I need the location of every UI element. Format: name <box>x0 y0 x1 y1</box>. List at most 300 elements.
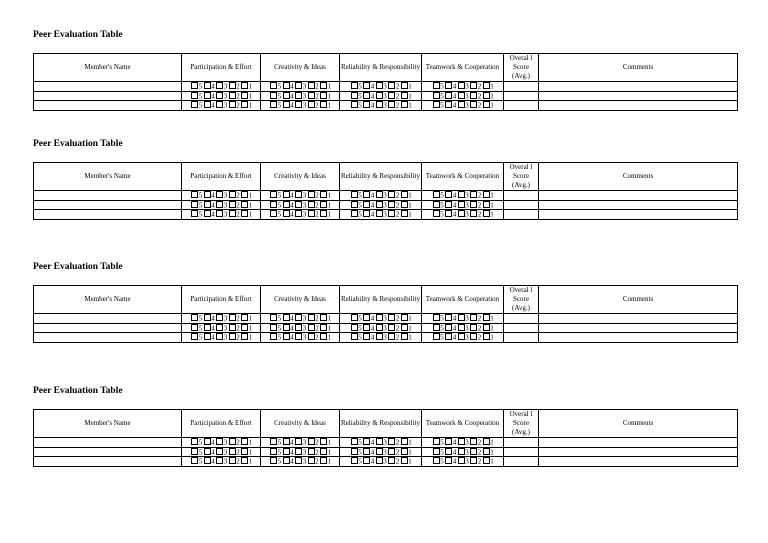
rating-checkbox[interactable] <box>283 333 290 340</box>
rating-checkbox[interactable] <box>320 457 327 464</box>
rating-checkbox[interactable] <box>270 438 277 445</box>
rating-checkbox[interactable] <box>216 191 223 198</box>
rating-checkbox[interactable] <box>216 82 223 89</box>
rating-checkbox[interactable] <box>229 210 236 217</box>
rating-checkbox[interactable] <box>204 101 211 108</box>
teamwork-rating-cell[interactable] <box>422 91 504 101</box>
rating-checkbox[interactable] <box>351 438 358 445</box>
rating-checkbox[interactable] <box>191 92 198 99</box>
rating-checkbox[interactable] <box>241 92 248 99</box>
rating-checkbox[interactable] <box>401 438 408 445</box>
reliability-rating-cell[interactable] <box>340 82 422 92</box>
rating-checkbox[interactable] <box>204 457 211 464</box>
rating-checkbox[interactable] <box>241 210 248 217</box>
comments-cell[interactable] <box>539 191 738 201</box>
rating-checkbox[interactable] <box>470 191 477 198</box>
rating-checkbox[interactable] <box>433 82 440 89</box>
rating-checkbox[interactable] <box>363 191 370 198</box>
member-name-cell[interactable] <box>34 101 182 111</box>
participation-rating-cell[interactable] <box>182 314 261 324</box>
creativity-rating-cell[interactable] <box>261 323 340 333</box>
rating-checkbox[interactable] <box>483 457 490 464</box>
rating-checkbox[interactable] <box>351 101 358 108</box>
rating-checkbox[interactable] <box>433 448 440 455</box>
rating-checkbox[interactable] <box>376 324 383 331</box>
comments-cell[interactable] <box>539 210 738 220</box>
rating-checkbox[interactable] <box>458 201 465 208</box>
rating-checkbox[interactable] <box>458 438 465 445</box>
overall-score-cell[interactable] <box>504 438 539 448</box>
rating-checkbox[interactable] <box>470 101 477 108</box>
reliability-rating-cell[interactable] <box>340 191 422 201</box>
rating-checkbox[interactable] <box>204 210 211 217</box>
rating-checkbox[interactable] <box>445 92 452 99</box>
rating-checkbox[interactable] <box>283 448 290 455</box>
rating-checkbox[interactable] <box>470 448 477 455</box>
rating-checkbox[interactable] <box>295 191 302 198</box>
rating-checkbox[interactable] <box>191 314 198 321</box>
participation-rating-cell[interactable] <box>182 457 261 467</box>
reliability-rating-cell[interactable] <box>340 210 422 220</box>
member-name-cell[interactable] <box>34 323 182 333</box>
rating-checkbox[interactable] <box>191 448 198 455</box>
rating-checkbox[interactable] <box>483 191 490 198</box>
rating-checkbox[interactable] <box>401 101 408 108</box>
member-name-cell[interactable] <box>34 457 182 467</box>
member-name-cell[interactable] <box>34 91 182 101</box>
rating-checkbox[interactable] <box>458 92 465 99</box>
rating-checkbox[interactable] <box>388 333 395 340</box>
rating-checkbox[interactable] <box>283 201 290 208</box>
rating-checkbox[interactable] <box>191 457 198 464</box>
rating-checkbox[interactable] <box>204 82 211 89</box>
rating-checkbox[interactable] <box>216 333 223 340</box>
rating-checkbox[interactable] <box>401 191 408 198</box>
rating-checkbox[interactable] <box>445 438 452 445</box>
reliability-rating-cell[interactable] <box>340 101 422 111</box>
rating-checkbox[interactable] <box>229 101 236 108</box>
rating-checkbox[interactable] <box>295 314 302 321</box>
rating-checkbox[interactable] <box>483 324 490 331</box>
rating-checkbox[interactable] <box>270 333 277 340</box>
rating-checkbox[interactable] <box>363 92 370 99</box>
rating-checkbox[interactable] <box>351 210 358 217</box>
rating-checkbox[interactable] <box>433 92 440 99</box>
rating-checkbox[interactable] <box>388 314 395 321</box>
teamwork-rating-cell[interactable] <box>422 101 504 111</box>
rating-checkbox[interactable] <box>229 201 236 208</box>
teamwork-rating-cell[interactable] <box>422 314 504 324</box>
rating-checkbox[interactable] <box>308 201 315 208</box>
rating-checkbox[interactable] <box>191 191 198 198</box>
rating-checkbox[interactable] <box>270 92 277 99</box>
rating-checkbox[interactable] <box>433 191 440 198</box>
rating-checkbox[interactable] <box>308 324 315 331</box>
rating-checkbox[interactable] <box>295 457 302 464</box>
rating-checkbox[interactable] <box>204 201 211 208</box>
rating-checkbox[interactable] <box>270 101 277 108</box>
rating-checkbox[interactable] <box>363 438 370 445</box>
rating-checkbox[interactable] <box>388 210 395 217</box>
rating-checkbox[interactable] <box>308 314 315 321</box>
rating-checkbox[interactable] <box>445 448 452 455</box>
member-name-cell[interactable] <box>34 200 182 210</box>
reliability-rating-cell[interactable] <box>340 333 422 343</box>
rating-checkbox[interactable] <box>388 92 395 99</box>
rating-checkbox[interactable] <box>363 324 370 331</box>
rating-checkbox[interactable] <box>470 210 477 217</box>
rating-checkbox[interactable] <box>458 191 465 198</box>
rating-checkbox[interactable] <box>376 201 383 208</box>
rating-checkbox[interactable] <box>376 92 383 99</box>
rating-checkbox[interactable] <box>270 201 277 208</box>
rating-checkbox[interactable] <box>283 92 290 99</box>
rating-checkbox[interactable] <box>320 201 327 208</box>
rating-checkbox[interactable] <box>376 438 383 445</box>
rating-checkbox[interactable] <box>320 324 327 331</box>
rating-checkbox[interactable] <box>433 333 440 340</box>
rating-checkbox[interactable] <box>401 333 408 340</box>
rating-checkbox[interactable] <box>320 92 327 99</box>
rating-checkbox[interactable] <box>388 448 395 455</box>
rating-checkbox[interactable] <box>216 101 223 108</box>
teamwork-rating-cell[interactable] <box>422 191 504 201</box>
rating-checkbox[interactable] <box>458 314 465 321</box>
rating-checkbox[interactable] <box>445 191 452 198</box>
reliability-rating-cell[interactable] <box>340 323 422 333</box>
rating-checkbox[interactable] <box>458 82 465 89</box>
rating-checkbox[interactable] <box>445 324 452 331</box>
rating-checkbox[interactable] <box>470 438 477 445</box>
rating-checkbox[interactable] <box>376 210 383 217</box>
rating-checkbox[interactable] <box>191 82 198 89</box>
creativity-rating-cell[interactable] <box>261 210 340 220</box>
rating-checkbox[interactable] <box>191 438 198 445</box>
rating-checkbox[interactable] <box>351 314 358 321</box>
teamwork-rating-cell[interactable] <box>422 438 504 448</box>
rating-checkbox[interactable] <box>483 92 490 99</box>
rating-checkbox[interactable] <box>388 191 395 198</box>
rating-checkbox[interactable] <box>308 333 315 340</box>
overall-score-cell[interactable] <box>504 101 539 111</box>
rating-checkbox[interactable] <box>376 457 383 464</box>
rating-checkbox[interactable] <box>191 333 198 340</box>
rating-checkbox[interactable] <box>320 333 327 340</box>
rating-checkbox[interactable] <box>229 324 236 331</box>
participation-rating-cell[interactable] <box>182 200 261 210</box>
rating-checkbox[interactable] <box>229 457 236 464</box>
overall-score-cell[interactable] <box>504 323 539 333</box>
rating-checkbox[interactable] <box>458 448 465 455</box>
rating-checkbox[interactable] <box>270 457 277 464</box>
reliability-rating-cell[interactable] <box>340 447 422 457</box>
rating-checkbox[interactable] <box>351 201 358 208</box>
rating-checkbox[interactable] <box>376 448 383 455</box>
overall-score-cell[interactable] <box>504 447 539 457</box>
comments-cell[interactable] <box>539 457 738 467</box>
overall-score-cell[interactable] <box>504 210 539 220</box>
rating-checkbox[interactable] <box>204 333 211 340</box>
rating-checkbox[interactable] <box>458 101 465 108</box>
rating-checkbox[interactable] <box>216 324 223 331</box>
rating-checkbox[interactable] <box>241 191 248 198</box>
rating-checkbox[interactable] <box>470 92 477 99</box>
teamwork-rating-cell[interactable] <box>422 323 504 333</box>
rating-checkbox[interactable] <box>363 82 370 89</box>
rating-checkbox[interactable] <box>433 438 440 445</box>
rating-checkbox[interactable] <box>363 333 370 340</box>
rating-checkbox[interactable] <box>351 92 358 99</box>
rating-checkbox[interactable] <box>308 457 315 464</box>
creativity-rating-cell[interactable] <box>261 200 340 210</box>
rating-checkbox[interactable] <box>470 201 477 208</box>
participation-rating-cell[interactable] <box>182 82 261 92</box>
rating-checkbox[interactable] <box>483 314 490 321</box>
rating-checkbox[interactable] <box>363 210 370 217</box>
creativity-rating-cell[interactable] <box>261 447 340 457</box>
rating-checkbox[interactable] <box>363 201 370 208</box>
rating-checkbox[interactable] <box>445 314 452 321</box>
rating-checkbox[interactable] <box>388 438 395 445</box>
rating-checkbox[interactable] <box>320 101 327 108</box>
participation-rating-cell[interactable] <box>182 323 261 333</box>
rating-checkbox[interactable] <box>376 82 383 89</box>
rating-checkbox[interactable] <box>445 101 452 108</box>
rating-checkbox[interactable] <box>308 448 315 455</box>
rating-checkbox[interactable] <box>216 314 223 321</box>
rating-checkbox[interactable] <box>204 448 211 455</box>
comments-cell[interactable] <box>539 101 738 111</box>
rating-checkbox[interactable] <box>483 82 490 89</box>
overall-score-cell[interactable] <box>504 457 539 467</box>
member-name-cell[interactable] <box>34 314 182 324</box>
rating-checkbox[interactable] <box>295 324 302 331</box>
rating-checkbox[interactable] <box>433 210 440 217</box>
rating-checkbox[interactable] <box>363 457 370 464</box>
rating-checkbox[interactable] <box>320 448 327 455</box>
rating-checkbox[interactable] <box>283 324 290 331</box>
rating-checkbox[interactable] <box>351 82 358 89</box>
rating-checkbox[interactable] <box>308 438 315 445</box>
rating-checkbox[interactable] <box>401 448 408 455</box>
teamwork-rating-cell[interactable] <box>422 200 504 210</box>
rating-checkbox[interactable] <box>433 324 440 331</box>
rating-checkbox[interactable] <box>295 92 302 99</box>
participation-rating-cell[interactable] <box>182 333 261 343</box>
rating-checkbox[interactable] <box>458 333 465 340</box>
rating-checkbox[interactable] <box>483 101 490 108</box>
rating-checkbox[interactable] <box>241 201 248 208</box>
rating-checkbox[interactable] <box>241 324 248 331</box>
overall-score-cell[interactable] <box>504 82 539 92</box>
teamwork-rating-cell[interactable] <box>422 82 504 92</box>
rating-checkbox[interactable] <box>445 82 452 89</box>
rating-checkbox[interactable] <box>295 448 302 455</box>
rating-checkbox[interactable] <box>458 457 465 464</box>
rating-checkbox[interactable] <box>351 324 358 331</box>
rating-checkbox[interactable] <box>433 201 440 208</box>
rating-checkbox[interactable] <box>320 210 327 217</box>
participation-rating-cell[interactable] <box>182 438 261 448</box>
comments-cell[interactable] <box>539 333 738 343</box>
teamwork-rating-cell[interactable] <box>422 447 504 457</box>
rating-checkbox[interactable] <box>445 457 452 464</box>
reliability-rating-cell[interactable] <box>340 200 422 210</box>
rating-checkbox[interactable] <box>363 314 370 321</box>
rating-checkbox[interactable] <box>204 438 211 445</box>
member-name-cell[interactable] <box>34 447 182 457</box>
creativity-rating-cell[interactable] <box>261 82 340 92</box>
rating-checkbox[interactable] <box>470 333 477 340</box>
teamwork-rating-cell[interactable] <box>422 457 504 467</box>
comments-cell[interactable] <box>539 82 738 92</box>
rating-checkbox[interactable] <box>241 314 248 321</box>
rating-checkbox[interactable] <box>483 333 490 340</box>
comments-cell[interactable] <box>539 91 738 101</box>
rating-checkbox[interactable] <box>308 92 315 99</box>
teamwork-rating-cell[interactable] <box>422 210 504 220</box>
member-name-cell[interactable] <box>34 438 182 448</box>
rating-checkbox[interactable] <box>388 101 395 108</box>
rating-checkbox[interactable] <box>229 333 236 340</box>
rating-checkbox[interactable] <box>283 438 290 445</box>
comments-cell[interactable] <box>539 438 738 448</box>
rating-checkbox[interactable] <box>445 201 452 208</box>
overall-score-cell[interactable] <box>504 200 539 210</box>
comments-cell[interactable] <box>539 314 738 324</box>
rating-checkbox[interactable] <box>433 457 440 464</box>
creativity-rating-cell[interactable] <box>261 333 340 343</box>
rating-checkbox[interactable] <box>388 82 395 89</box>
rating-checkbox[interactable] <box>191 210 198 217</box>
rating-checkbox[interactable] <box>483 448 490 455</box>
creativity-rating-cell[interactable] <box>261 91 340 101</box>
overall-score-cell[interactable] <box>504 333 539 343</box>
rating-checkbox[interactable] <box>351 333 358 340</box>
rating-checkbox[interactable] <box>388 457 395 464</box>
overall-score-cell[interactable] <box>504 91 539 101</box>
rating-checkbox[interactable] <box>216 448 223 455</box>
rating-checkbox[interactable] <box>401 210 408 217</box>
rating-checkbox[interactable] <box>363 448 370 455</box>
rating-checkbox[interactable] <box>229 92 236 99</box>
rating-checkbox[interactable] <box>241 82 248 89</box>
rating-checkbox[interactable] <box>470 324 477 331</box>
rating-checkbox[interactable] <box>458 210 465 217</box>
rating-checkbox[interactable] <box>351 448 358 455</box>
rating-checkbox[interactable] <box>283 457 290 464</box>
rating-checkbox[interactable] <box>229 82 236 89</box>
rating-checkbox[interactable] <box>470 82 477 89</box>
member-name-cell[interactable] <box>34 82 182 92</box>
reliability-rating-cell[interactable] <box>340 314 422 324</box>
participation-rating-cell[interactable] <box>182 191 261 201</box>
comments-cell[interactable] <box>539 447 738 457</box>
rating-checkbox[interactable] <box>320 82 327 89</box>
rating-checkbox[interactable] <box>445 333 452 340</box>
creativity-rating-cell[interactable] <box>261 191 340 201</box>
rating-checkbox[interactable] <box>388 201 395 208</box>
rating-checkbox[interactable] <box>483 210 490 217</box>
overall-score-cell[interactable] <box>504 314 539 324</box>
rating-checkbox[interactable] <box>308 210 315 217</box>
creativity-rating-cell[interactable] <box>261 101 340 111</box>
rating-checkbox[interactable] <box>401 92 408 99</box>
rating-checkbox[interactable] <box>204 324 211 331</box>
rating-checkbox[interactable] <box>270 448 277 455</box>
rating-checkbox[interactable] <box>204 92 211 99</box>
rating-checkbox[interactable] <box>241 438 248 445</box>
rating-checkbox[interactable] <box>204 314 211 321</box>
participation-rating-cell[interactable] <box>182 101 261 111</box>
creativity-rating-cell[interactable] <box>261 438 340 448</box>
rating-checkbox[interactable] <box>283 210 290 217</box>
rating-checkbox[interactable] <box>363 101 370 108</box>
rating-checkbox[interactable] <box>241 333 248 340</box>
rating-checkbox[interactable] <box>270 191 277 198</box>
rating-checkbox[interactable] <box>295 201 302 208</box>
rating-checkbox[interactable] <box>229 314 236 321</box>
rating-checkbox[interactable] <box>470 314 477 321</box>
rating-checkbox[interactable] <box>229 191 236 198</box>
rating-checkbox[interactable] <box>320 191 327 198</box>
rating-checkbox[interactable] <box>270 314 277 321</box>
rating-checkbox[interactable] <box>433 101 440 108</box>
rating-checkbox[interactable] <box>351 191 358 198</box>
rating-checkbox[interactable] <box>320 438 327 445</box>
rating-checkbox[interactable] <box>401 201 408 208</box>
rating-checkbox[interactable] <box>376 333 383 340</box>
rating-checkbox[interactable] <box>241 457 248 464</box>
rating-checkbox[interactable] <box>295 333 302 340</box>
rating-checkbox[interactable] <box>470 457 477 464</box>
rating-checkbox[interactable] <box>270 210 277 217</box>
comments-cell[interactable] <box>539 200 738 210</box>
rating-checkbox[interactable] <box>376 314 383 321</box>
rating-checkbox[interactable] <box>388 324 395 331</box>
reliability-rating-cell[interactable] <box>340 91 422 101</box>
member-name-cell[interactable] <box>34 191 182 201</box>
participation-rating-cell[interactable] <box>182 91 261 101</box>
rating-checkbox[interactable] <box>483 201 490 208</box>
member-name-cell[interactable] <box>34 210 182 220</box>
rating-checkbox[interactable] <box>283 82 290 89</box>
rating-checkbox[interactable] <box>295 438 302 445</box>
rating-checkbox[interactable] <box>320 314 327 321</box>
rating-checkbox[interactable] <box>308 82 315 89</box>
member-name-cell[interactable] <box>34 333 182 343</box>
rating-checkbox[interactable] <box>433 314 440 321</box>
rating-checkbox[interactable] <box>204 191 211 198</box>
rating-checkbox[interactable] <box>376 101 383 108</box>
rating-checkbox[interactable] <box>308 101 315 108</box>
rating-checkbox[interactable] <box>351 457 358 464</box>
rating-checkbox[interactable] <box>270 324 277 331</box>
rating-checkbox[interactable] <box>458 324 465 331</box>
reliability-rating-cell[interactable] <box>340 438 422 448</box>
rating-checkbox[interactable] <box>191 201 198 208</box>
rating-checkbox[interactable] <box>401 324 408 331</box>
rating-checkbox[interactable] <box>191 324 198 331</box>
rating-checkbox[interactable] <box>191 101 198 108</box>
rating-checkbox[interactable] <box>229 448 236 455</box>
teamwork-rating-cell[interactable] <box>422 333 504 343</box>
rating-checkbox[interactable] <box>295 101 302 108</box>
rating-checkbox[interactable] <box>295 82 302 89</box>
rating-checkbox[interactable] <box>308 191 315 198</box>
reliability-rating-cell[interactable] <box>340 457 422 467</box>
participation-rating-cell[interactable] <box>182 210 261 220</box>
